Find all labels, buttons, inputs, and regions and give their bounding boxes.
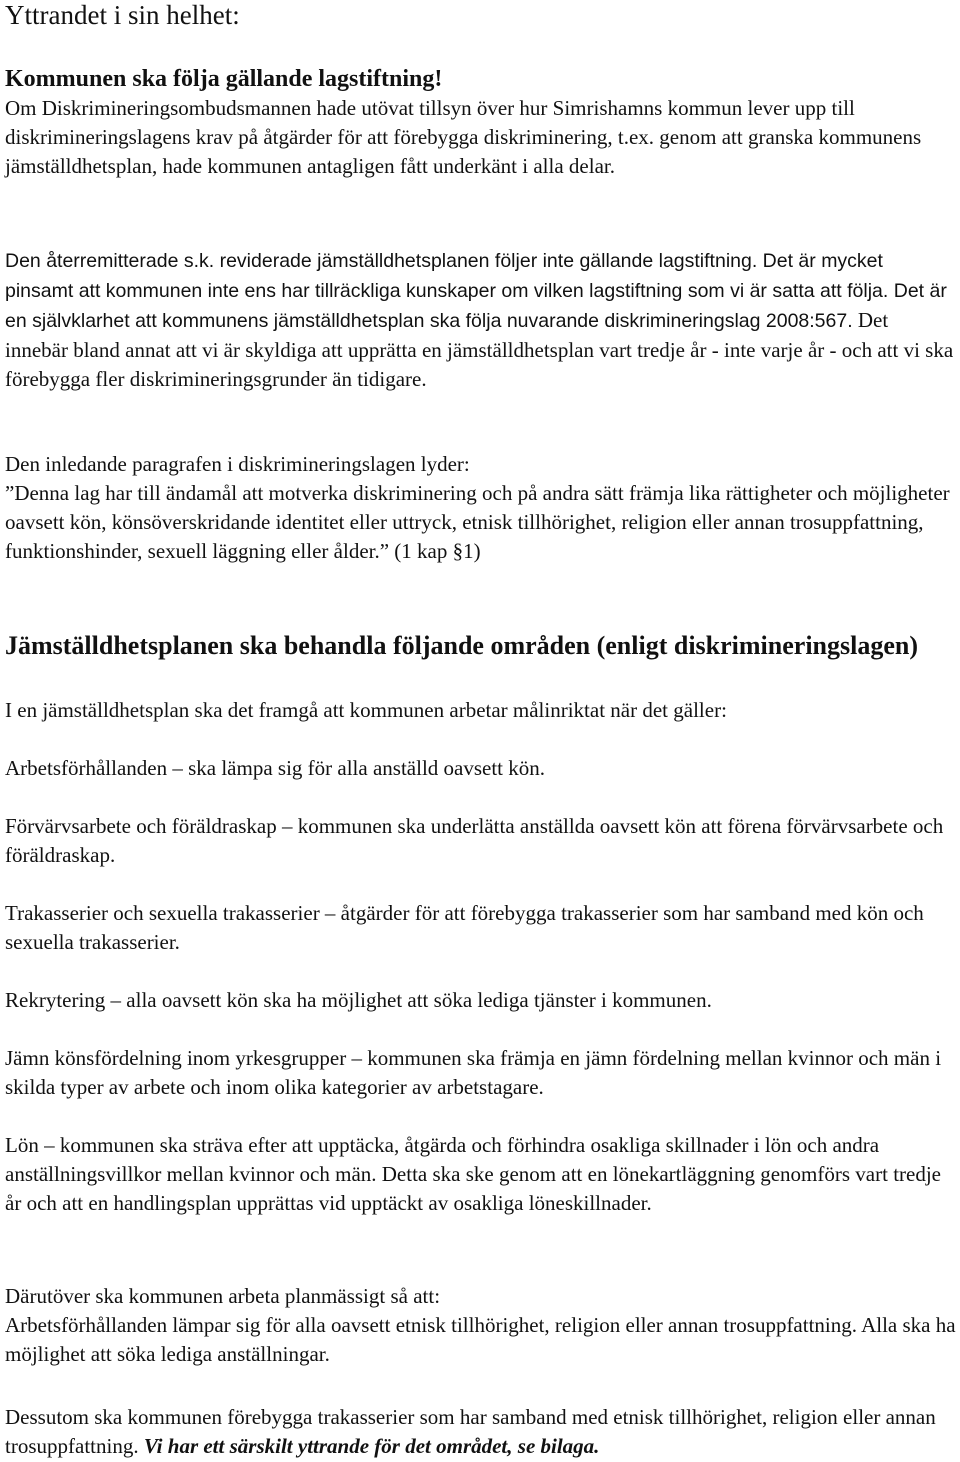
paragraph-quote: ”Denna lag har till ändamål att motverka diskriminering och på andra sätt främja lika rättigheter och möjligheter oavsett kön, könsöverskridande identitet eller uttryck, etnisk tillhörighet, religion eller annan trosuppfattning, funktionshinder, sexuell läggning eller ålder.” (1 kap §1) [5,481,950,563]
section-heading-lagstiftning: Kommunen ska följa gällande lagstiftning! [5,66,443,92]
paragraph-planmassigt-intro: Därutöver ska kommunen arbeta planmässigt så att: [5,1284,441,1308]
paragraph-inledande [5,450,956,566]
paragraph-planmassigt [5,1282,956,1369]
paragraph-inledande-intro: Den inledande paragrafen i diskrimineringslagen lyder: [5,452,470,476]
paragraph-dessutom-emphasis: Vi har ett särskilt yttrande för det området, se bilaga. [143,1434,600,1458]
list-item: Rekrytering – alla oavsett kön ska ha möjlighet att söka lediga tjänster i kommunen. [5,988,712,1012]
section-heading-omraden: Jämställdhetsplanen ska behandla följande områden (enligt diskrimineringslagen) [5,631,918,660]
list-item: Trakasserier och sexuella trakasserier – åtgärder för att förebygga trakasserier som har samband med kön och sexuella trakasserier. [5,901,924,954]
document-title: Yttrandet i sin helhet: [5,0,240,30]
section-lagstiftning [5,65,956,181]
paragraph-aterremitterade-sans: Den återremitterade s.k. reviderade jämställdhetsplanen följer inte gällande lagstiftning. Det är mycket pinsamt att kommunen inte ens har tillräckliga kunskaper om vilken lagstiftning som vi är satta att följa. Det är en självklarhet att kommunens jämställdhetsplan ska följa nuvarande diskrimineringslag 2008:567. [5,250,947,332]
paragraph-dessutom [5,1403,956,1461]
paragraph-aterremitterade [5,246,956,394]
paragraph-omraden-intro: I en jämställdhetsplan ska det framgå att kommunen arbetar målinriktat när det gäller: [5,698,727,722]
list-item: Jämn könsfördelning inom yrkesgrupper – kommunen ska främja en jämn fördelning mellan kvinnor och män i skilda typer av arbete och inom olika kategorier av arbetstagare. [5,1046,942,1099]
paragraph-dessutom-text: Dessutom ska kommunen förebygga trakasserier som har samband med etnisk tillhörighet, religion eller annan trosuppfattning. [5,1405,936,1458]
paragraph-tillsyn: Om Diskrimineringsombudsmannen hade utövat tillsyn över hur Simrishamns kommun lever upp till diskrimineringslagens krav på åtgärder för att förebygga diskriminering, t.ex. genom att granska kommunens jämställdhetsplan, hade kommunen antagligen fått underkänt i alla delar. [5,96,922,178]
list-item: Arbetsförhållanden – ska lämpa sig för alla anställd oavsett kön. [5,756,546,780]
paragraph-planmassigt-text: Arbetsförhållanden lämpar sig för alla oavsett etnisk tillhörighet, religion eller annan trosuppfattning. Alla ska ha möjlighet att söka lediga anställningar. [5,1313,956,1366]
list-item: Lön – kommunen ska sträva efter att upptäcka, åtgärda och förhindra osakliga skillnader i lön och andra anställningsvillkor mellan kvinnor och män. Detta ska ske genom att en lönekartläggning genomförs vart tredje år och att en handlingsplan upprättas vid upptäckt av osakliga löneskillnader. [5,1133,942,1215]
paragraph-aterremitterade-serif: Det innebär bland annat att vi är skyldiga att upprätta en jämställdhetsplan vart tredje år - inte varje år - och att vi ska förebygga fler diskrimineringsgrunder än tidigare. [5,308,954,391]
list-item: Förvärvsarbete och föräldraskap – kommunen ska underlätta anställda oavsett kön att förena förvärvsarbete och föräldraskap. [5,814,944,867]
